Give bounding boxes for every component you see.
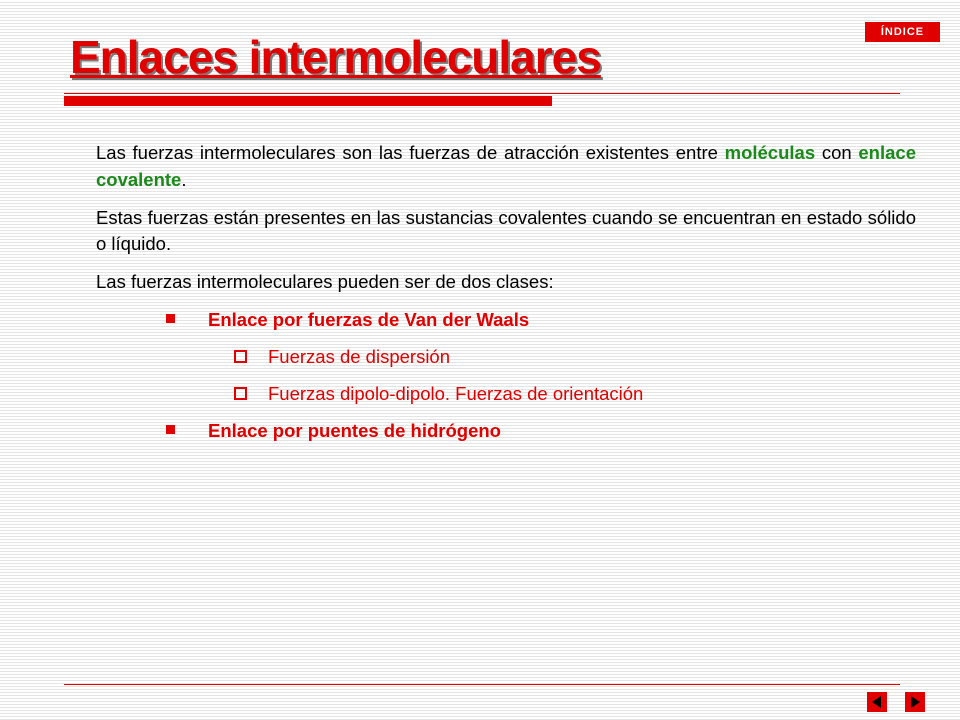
next-slide-button[interactable] (905, 692, 925, 712)
title-divider-line (64, 93, 900, 94)
sublist-item-label: Fuerzas dipolo-dipolo. Fuerzas de orientación (268, 382, 644, 404)
list-item-label: Enlace por fuerzas de Van der Waals (208, 309, 530, 331)
footer-divider-line (64, 684, 900, 685)
paragraph-definition (96, 140, 916, 194)
hollow-square-bullet-icon (234, 350, 247, 363)
triangle-left-icon (867, 692, 887, 712)
paragraph-text: con (815, 142, 859, 163)
paragraph-text: . (181, 168, 187, 190)
index-button[interactable]: ÍNDICE (865, 22, 940, 42)
hollow-square-bullet-icon (234, 387, 247, 400)
triangle-right-icon (905, 692, 925, 712)
term-covalent-bond: enlace covalente (96, 142, 916, 190)
page-title: Enlaces intermoleculares (70, 31, 601, 83)
bond-types-list (96, 307, 916, 444)
content-area (96, 140, 916, 454)
sublist-item-dispersion (208, 344, 916, 371)
title-underline-bar (64, 96, 552, 106)
previous-slide-button[interactable] (867, 692, 887, 712)
list-item-hydrogen-bond (96, 418, 916, 445)
sublist-item-label: Fuerzas de dispersión (268, 345, 451, 367)
sublist-item-dipole (208, 381, 916, 408)
paragraph-text: Las fuerzas intermoleculares son las fuerzas de atracción existentes entre (96, 142, 725, 163)
square-bullet-icon (166, 425, 175, 434)
paragraph-classes: Las fuerzas intermoleculares pueden ser de dos clases: (96, 271, 554, 293)
van-der-waals-sublist (208, 344, 916, 408)
term-molecules: moléculas (724, 142, 816, 163)
list-item-van-der-waals (96, 307, 916, 407)
square-bullet-icon (166, 314, 175, 323)
paragraph-presence: Estas fuerzas están presentes en las sustancias covalentes cuando se encuentran en estado sólido o líquido. (96, 206, 916, 255)
list-item-label: Enlace por puentes de hidrógeno (208, 419, 501, 441)
